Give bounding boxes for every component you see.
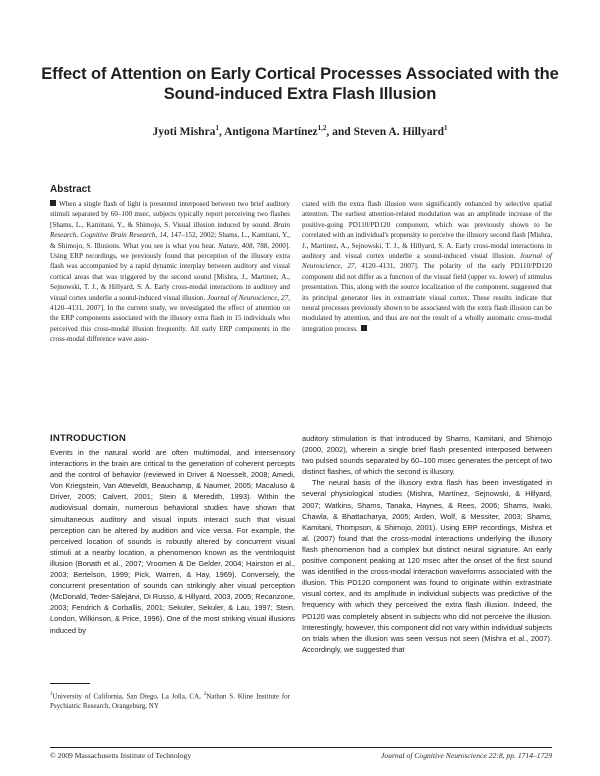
body-paragraph: Events in the natural world are often multimodal, and intersensory interactions in the brain are critical to the generation of coherent percepts and the control of behavior (reviewed in Driver & Noesselt, 2008; Amedi, Von Kriegstein, Van Atteveldt, Beauchamp, & Naumer, 2005; Macaluso & Driver, 2005; Calvert, 2001; Stein & Meredith, 1993). Within the audiovisual domain, numerous behavioral studies have shown that simultaneous auditory and visual inputs interact such that visual perception can be altered by audition and vice versa. For example, the perceived location of sounds is robustly altered by concurrent visual stimuli at a nearby location, a phenomenon known as the ventriloquist illusion (Bonath et al., 2007; Vroomen & De Gelder, 2004; Hairston et al., 2003; Bertelson, 1999; Pick, Warren, & Hay, 1969). Conversely, the concurrent presentation of sounds can strikingly alter visual perception (McDonald, Teder-Sälejärvi, Di Russo, & Hillyard, 2003, 2005; Recanzone, 2003; Fendrich & Corballis, 2001; Sekuler, Sekuler, & Lau, 1997; Stein, London, Wilkinson, & Price, 1996). One of the most striking visual illusions induced by [50,448,296,635]
footnote-mark: 2 [203,692,207,697]
abstract-citation-italic: Brain Research, Cognitive Brain Research, 14, [50,220,290,240]
abstract-citation-italic: Nature, 408, [218,241,255,250]
section-end-square-icon [361,325,367,331]
introduction-left-column [50,447,295,636]
abstract-citation-italic: Journal of Neuroscience, 27, [207,293,290,302]
journal-citation: Journal of Cognitive Neuroscience 22:8, pp. 1714–1729 [381,751,552,760]
author-name: Antigona Martínez [224,125,318,138]
author-list [40,124,560,138]
introduction-heading: INTRODUCTION [50,433,126,444]
abstract-heading: Abstract [50,184,91,195]
abstract-text: 4120–4131, 2007]. In the current study, we investigated the effect of attention on the ERP components associated with the illusory extra flash in 15 individuals who perceived this cross-modal illusion frequently. All early ERP components in the cross-modal difference wave asso- [50,304,290,344]
author-affiliation-mark: 1,2 [317,124,327,132]
introduction-right-column [302,433,552,655]
abstract-right-column [302,199,552,334]
body-paragraph: The neural basis of the illusory extra flash has been investigated in several physiological studies (Mishra, Martínez, Sejnowski, & Hillyard, 2007; Watkins, Shams, Tanaka, Haynes, & Rees, 2006; Shams, Iwaki, Chawla, & Bhattacharya, 2005; Arden, Wolf, & Messiter, 2003; Shams, Kamitani, Thompson, & Shimojo, 2001). Using ERP recordings, Mishra et al. (2007) found that the cross-modal interactions underlying the illusory flash phenomenon had a complex but distinct neural signature. An early positive component peaking at 120 msec after the onset of the first sound was identified in the cross-modal interaction waveforms associated with the illusion. This PD120 component was found to originate within extrastriate visual cortex, and its amplitude in individual subjects was predictive of the frequency with which they perceived the extra flash illusion. Indeed, the PD120 was completely absent in subjects who did not perceive the illusion. Interestingly, however, this component did not vary within individual subjects on trials when the illusion was seen versus not seen (Mishra et al., 2007). Accordingly, we suggested that [302,478,552,654]
abstract-left-column [50,199,290,345]
abstract-citation-italic: Journal of Neuroscience, 27, [302,252,552,271]
copyright-notice: © 2009 Massachusetts Institute of Technology [50,751,192,760]
footnote-text: Nathan S. Kline Institute for Psychiatric Research, Orangeburg, NY [50,692,290,711]
footnote-mark: 1 [50,692,53,697]
author-separator: , and [326,125,354,138]
author-affiliation-mark: 1 [215,124,219,132]
abstract-text: 4120–4131, 2007]. The polarity of the early PD110/PD120 component did not differ as a function of the visual field (upper vs. lower) of stimulus presentation. This, along with the source localization of the component, suggested that its principal generator lies in extrastriate visual cortex. These results indicate that neural processes previously shown to be associated with the extra flash illusion can be modulated by attention, and thus are not the result of a wholly automatic cross-modal integration process. [302,262,553,333]
footer-divider [50,747,552,748]
section-marker-square-icon [50,200,56,206]
abstract-text: When a single flash of light is presented interposed between two brief auditory stimuli separated by 60–100 msec, subjects typically report perceiving two flashes [Shams, L., Kamitani, Y., & Shimojo, S. Visual illusion induced by sound. [50,200,290,229]
body-paragraph: auditory stimulation is that introduced by Shams, Kamitani, and Shimojo (2000, 2002), wherein a single brief flash presented interposed between two pulsed sounds separated by 60–100 msec generates the percept of two distinct flashes, of which the second is illusory. [302,434,552,477]
abstract-text: 788, 2000]. Using ERP recordings, we previously found that perception of the illusory extra flash was accompanied by a rapid dynamic interplay between auditory and visual cortical areas that was triggered by the second sound [Mishra, J., Martinez, A., Sejnowski, T. J., & Hillyard, S. A. Early cross-modal interactions in auditory and visual cortex underlie a sound-induced visual illusion. [50,241,290,302]
author-affiliation-mark: 1 [443,124,448,132]
author-name: Steven A. Hillyard [353,125,444,138]
footnote-divider [50,683,90,684]
affiliation-footnote [50,690,290,711]
author-name: Jyoti Mishra [152,125,216,138]
footnote-text: University of California, San Diego, La Jolla, CA, [52,692,204,701]
abstract-text: 147–152, 2002; Shams, L., Kamitani, Y., & Shimojo, S. Illusions. What you see is what you hear. [50,231,290,250]
abstract-text: ciated with the extra flash illusion were significantly enhanced by selective spatial attention. The earliest attention-related modulation was an amplitude increase of the positive-going PD110/PD120 component, which was previously shown to be correlated with an individual's propensity to perceive the illusory second flash [Mishra, J., Martinez, A., Sejnowski, T. J., & Hillyard, S. A. Early cross-modal interactions in auditory and visual cortex underlie a sound-induced visual illusion. [302,200,552,261]
article-title: Effect of Attention on Early Cortical Processes Associated with the Sound-induced Extra Flash Illusion [41,65,559,103]
author-separator: , [218,125,225,138]
